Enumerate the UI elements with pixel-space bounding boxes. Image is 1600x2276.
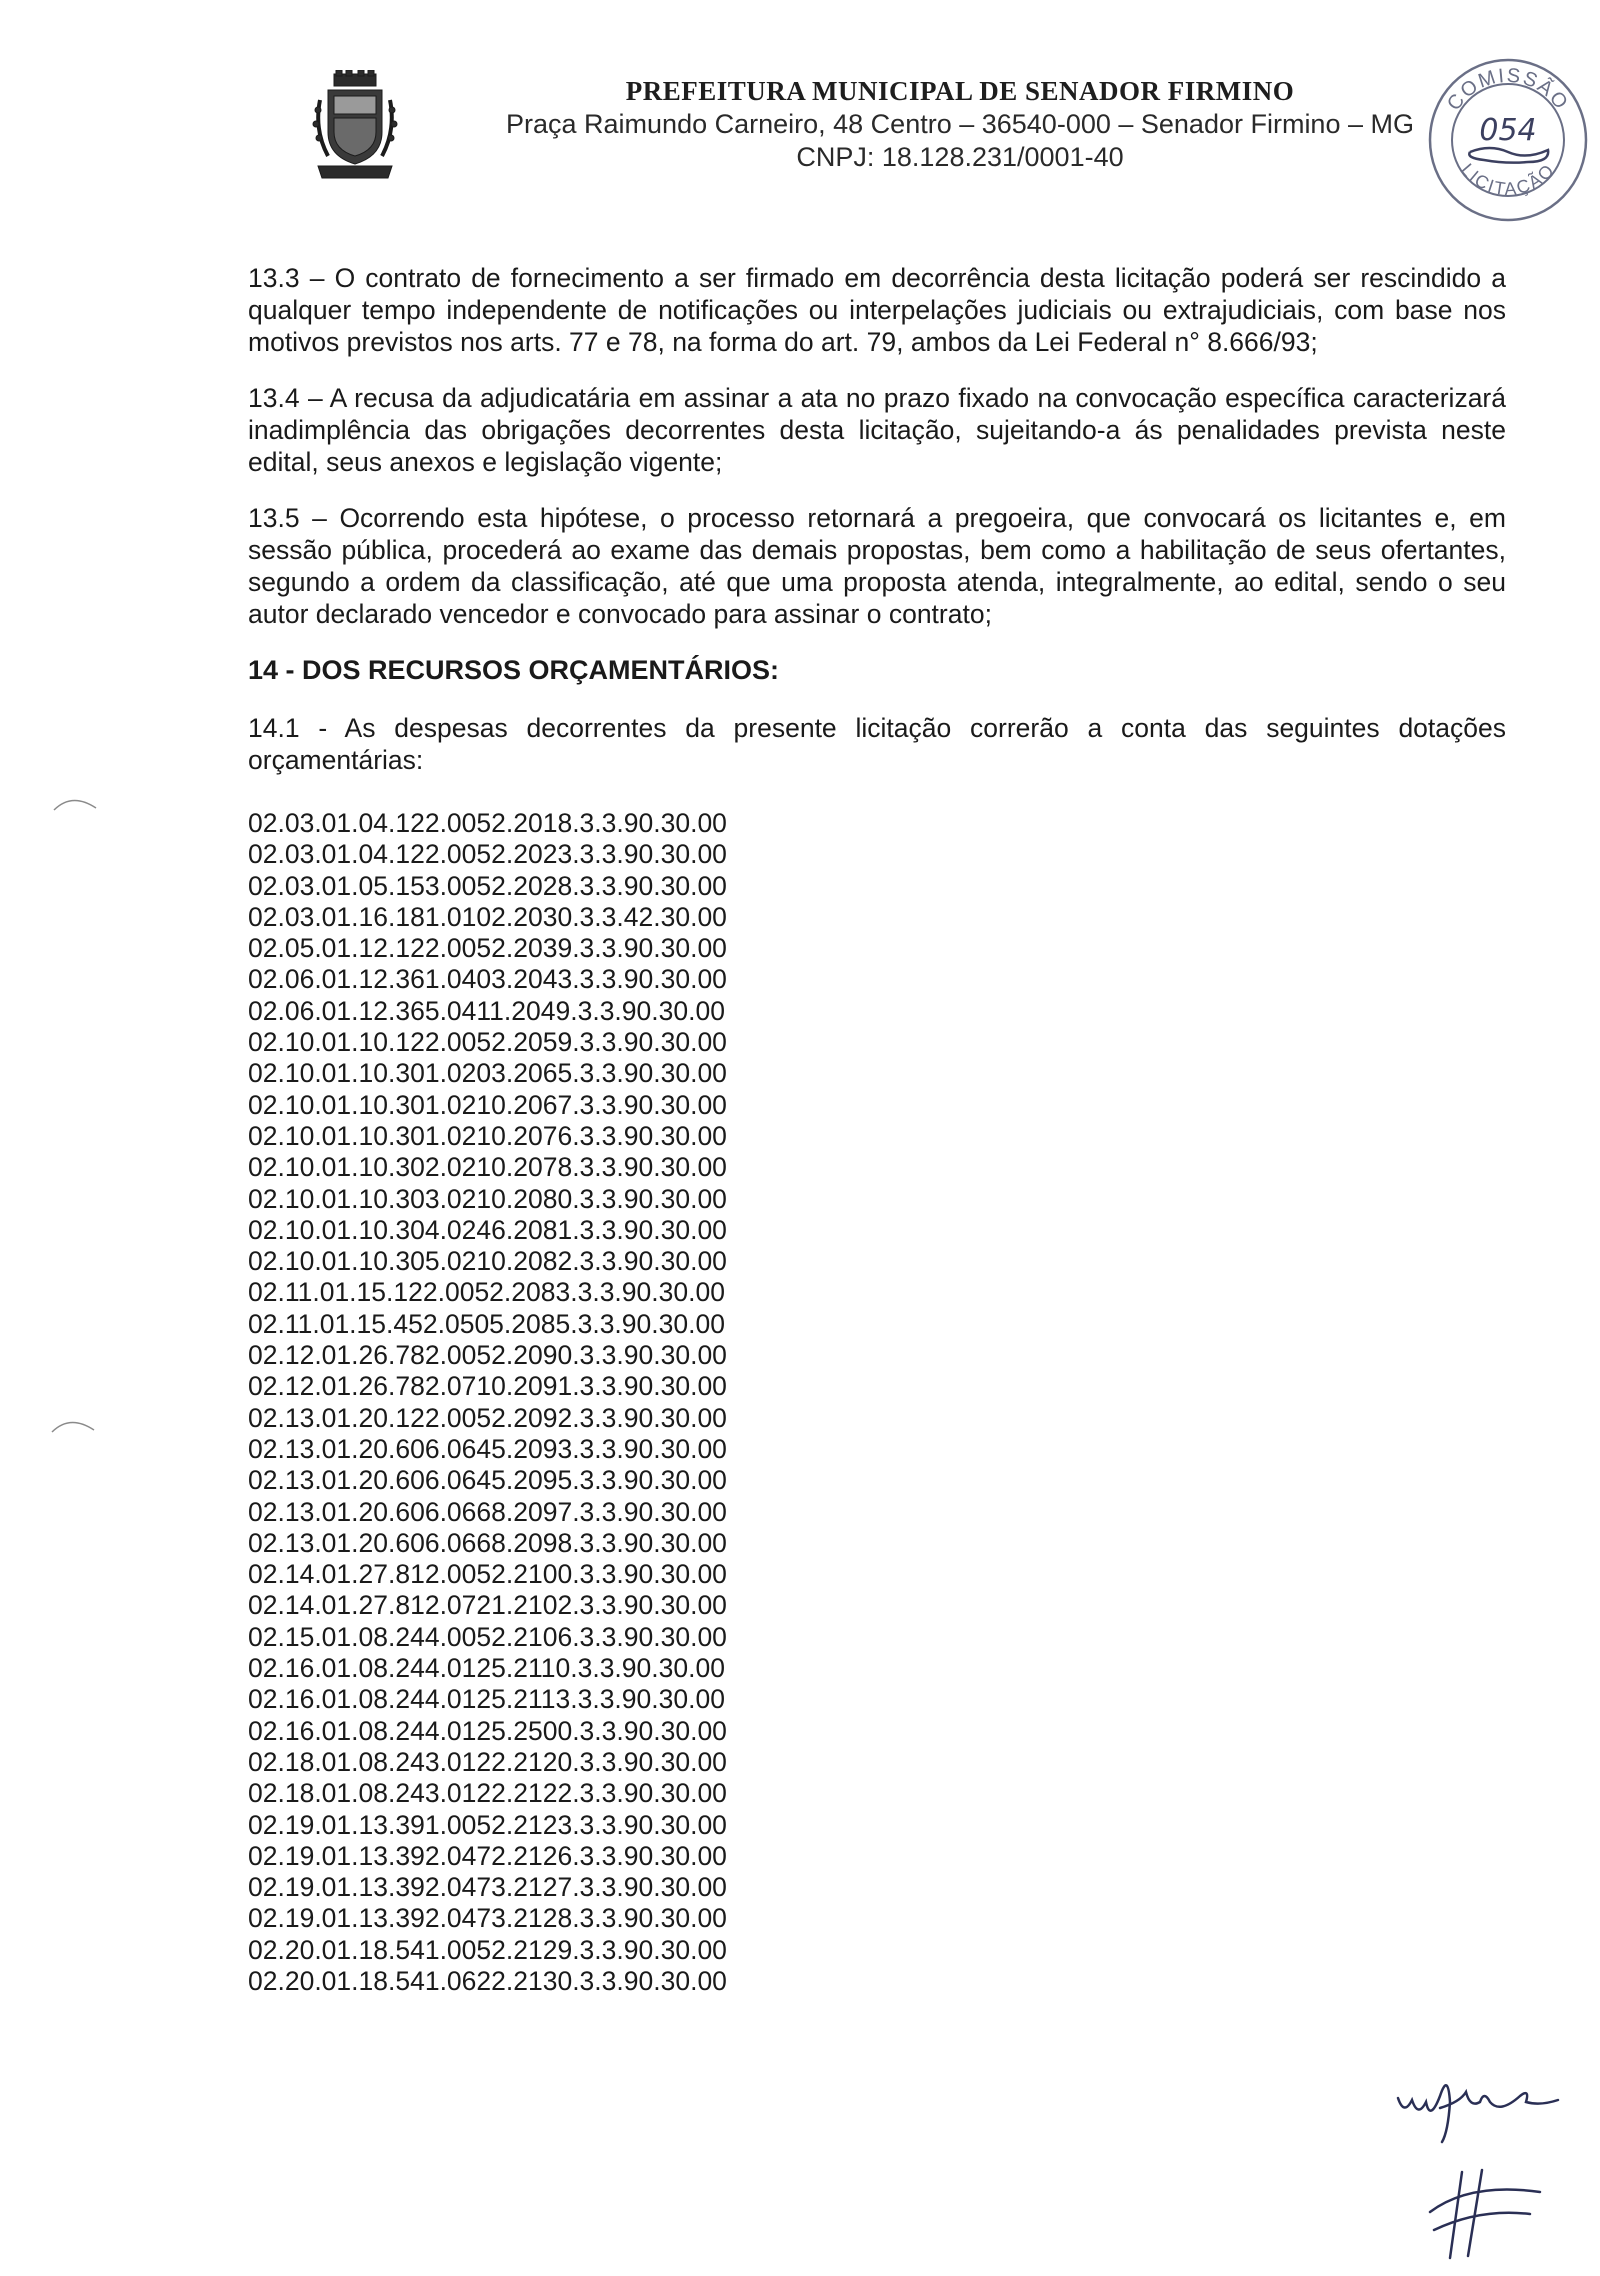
budget-code-line: 02.11.01.15.122.0052.2083.3.3.90.30.00 <box>248 1277 725 1308</box>
organization-cnpj: CNPJ: 18.128.231/0001-40 <box>796 142 1124 172</box>
budget-code-line: 02.14.01.27.812.0052.2100.3.3.90.30.00 <box>248 1559 727 1590</box>
budget-code-line: 02.16.01.08.244.0125.2500.3.3.90.30.00 <box>248 1715 727 1746</box>
budget-code-line: 02.20.01.18.541.0052.2129.3.3.90.30.00 <box>248 1934 727 1965</box>
budget-code-line: 02.10.01.10.301.0203.2065.3.3.90.30.00 <box>248 1058 727 1089</box>
budget-code-line: 02.10.01.10.122.0052.2059.3.3.90.30.00 <box>248 1027 727 1058</box>
clause-13-5: 13.5 – Ocorrendo esta hipótese, o processo retornará a pregoeira, que convocará os licitantes e, em sessão pública, procederá ao exame das demais propostas, bem como a habilitação de seus ofertantes, segundo a ordem da classificação, até que uma proposta atenda, integralmente, ao edital, sendo o seu autor declarado vencedor e convocado para assinar o contrato; <box>248 503 1506 629</box>
stamp-initials-mark <box>1469 148 1548 163</box>
margin-mark <box>50 790 100 816</box>
budget-code-line: 02.19.01.13.391.0052.2123.3.3.90.30.00 <box>248 1809 727 1840</box>
clause-13-3: 13.3 – O contrato de fornecimento a ser firmado em decorrência desta licitação poderá ser rescindido a qualquer tempo independente de notificações ou interpelações judiciais ou extrajudiciais, com base nos motivos previstos nos arts. 77 e 78, na forma do art. 79, ambos da Lei Federal n° 8.666/93; <box>248 263 1506 357</box>
svg-text:LICITAÇÃO <box>1457 159 1559 199</box>
clause-14-1: 14.1 - As despesas decorrentes da presente licitação correrão a conta das seguintes dotações orçamentárias: <box>248 713 1506 775</box>
stamp-bottom-text: LICITAÇÃO <box>1457 159 1560 200</box>
budget-code-line: 02.19.01.13.392.0472.2126.3.3.90.30.00 <box>248 1840 727 1871</box>
budget-code-line: 02.10.01.10.301.0210.2067.3.3.90.30.00 <box>248 1089 727 1120</box>
budget-code-line: 02.06.01.12.365.0411.2049.3.3.90.30.00 <box>248 995 725 1026</box>
budget-code-line: 02.11.01.15.452.0505.2085.3.3.90.30.00 <box>248 1308 725 1339</box>
margin-mark <box>48 1412 98 1438</box>
budget-code-line: 02.10.01.10.304.0246.2081.3.3.90.30.00 <box>248 1214 727 1245</box>
clause-13-4: 13.4 – A recusa da adjudicatária em assinar a ata no prazo fixado na convocação específica caracterizará inadimplência das obrigações decorrentes desta licitação, sujeitando-a ás penalidades prevista neste edital, seus anexos e legislação vigente; <box>248 383 1506 477</box>
budget-code-line: 02.06.01.12.361.0403.2043.3.3.90.30.00 <box>248 964 727 995</box>
budget-code-line: 02.16.01.08.244.0125.2110.3.3.90.30.00 <box>248 1653 725 1684</box>
budget-code-line: 02.18.01.08.243.0122.2120.3.3.90.30.00 <box>248 1746 727 1777</box>
document-body <box>248 262 1506 1997</box>
budget-code-line: 02.19.01.13.392.0473.2128.3.3.90.30.00 <box>248 1903 727 1934</box>
budget-code-line: 02.13.01.20.606.0645.2093.3.3.90.30.00 <box>248 1433 727 1464</box>
budget-code-line: 02.13.01.20.122.0052.2092.3.3.90.30.00 <box>248 1402 727 1433</box>
letterhead <box>0 60 1600 190</box>
budget-code-line: 02.16.01.08.244.0125.2113.3.3.90.30.00 <box>248 1684 725 1715</box>
budget-code-line: 02.13.01.20.606.0668.2098.3.3.90.30.00 <box>248 1527 727 1558</box>
budget-code-line: 02.13.01.20.606.0645.2095.3.3.90.30.00 <box>248 1465 727 1496</box>
commission-stamp <box>1420 40 1596 224</box>
budget-codes-list <box>248 808 1506 1997</box>
svg-text:COMISSÃO <box>1443 65 1573 115</box>
budget-code-line: 02.10.01.10.305.0210.2082.3.3.90.30.00 <box>248 1246 727 1277</box>
budget-code-line: 02.14.01.27.812.0721.2102.3.3.90.30.00 <box>248 1590 727 1621</box>
budget-code-line: 02.13.01.20.606.0668.2097.3.3.90.30.00 <box>248 1496 727 1527</box>
budget-code-line: 02.20.01.18.541.0622.2130.3.3.90.30.00 <box>248 1965 727 1996</box>
stamp-top-text: COMISSÃO <box>1443 64 1573 115</box>
budget-code-line: 02.03.01.16.181.0102.2030.3.3.42.30.00 <box>248 901 727 932</box>
budget-code-line: 02.05.01.12.122.0052.2039.3.3.90.30.00 <box>248 933 727 964</box>
budget-code-line: 02.03.01.04.122.0052.2018.3.3.90.30.00 <box>248 808 727 838</box>
budget-code-line: 02.03.01.05.153.0052.2028.3.3.90.30.00 <box>248 870 727 901</box>
organization-address: Praça Raimundo Carneiro, 48 Centro – 36540-000 – Senador Firmino – MG <box>506 109 1414 139</box>
section-14-heading: 14 - DOS RECURSOS ORÇAMENTÁRIOS: <box>248 655 780 685</box>
budget-code-line: 02.10.01.10.301.0210.2076.3.3.90.30.00 <box>248 1120 727 1151</box>
stamp-number: 054 <box>1479 113 1537 148</box>
budget-code-line: 02.10.01.10.302.0210.2078.3.3.90.30.00 <box>248 1152 727 1183</box>
budget-code-line: 02.15.01.08.244.0052.2106.3.3.90.30.00 <box>248 1621 727 1652</box>
budget-code-line: 02.10.01.10.303.0210.2080.3.3.90.30.00 <box>248 1183 727 1214</box>
budget-code-line: 02.12.01.26.782.0710.2091.3.3.90.30.00 <box>248 1371 727 1402</box>
handwritten-signature <box>1390 2062 1570 2262</box>
municipal-crest-icon <box>310 70 400 182</box>
budget-code-line: 02.18.01.08.243.0122.2122.3.3.90.30.00 <box>248 1778 727 1809</box>
letterhead-text <box>480 76 1440 173</box>
organization-name: PREFEITURA MUNICIPAL DE SENADOR FIRMINO <box>625 76 1295 106</box>
budget-code-line: 02.12.01.26.782.0052.2090.3.3.90.30.00 <box>248 1340 727 1371</box>
budget-code-line: 02.03.01.04.122.0052.2023.3.3.90.30.00 <box>248 839 727 870</box>
budget-code-line: 02.19.01.13.392.0473.2127.3.3.90.30.00 <box>248 1872 727 1903</box>
